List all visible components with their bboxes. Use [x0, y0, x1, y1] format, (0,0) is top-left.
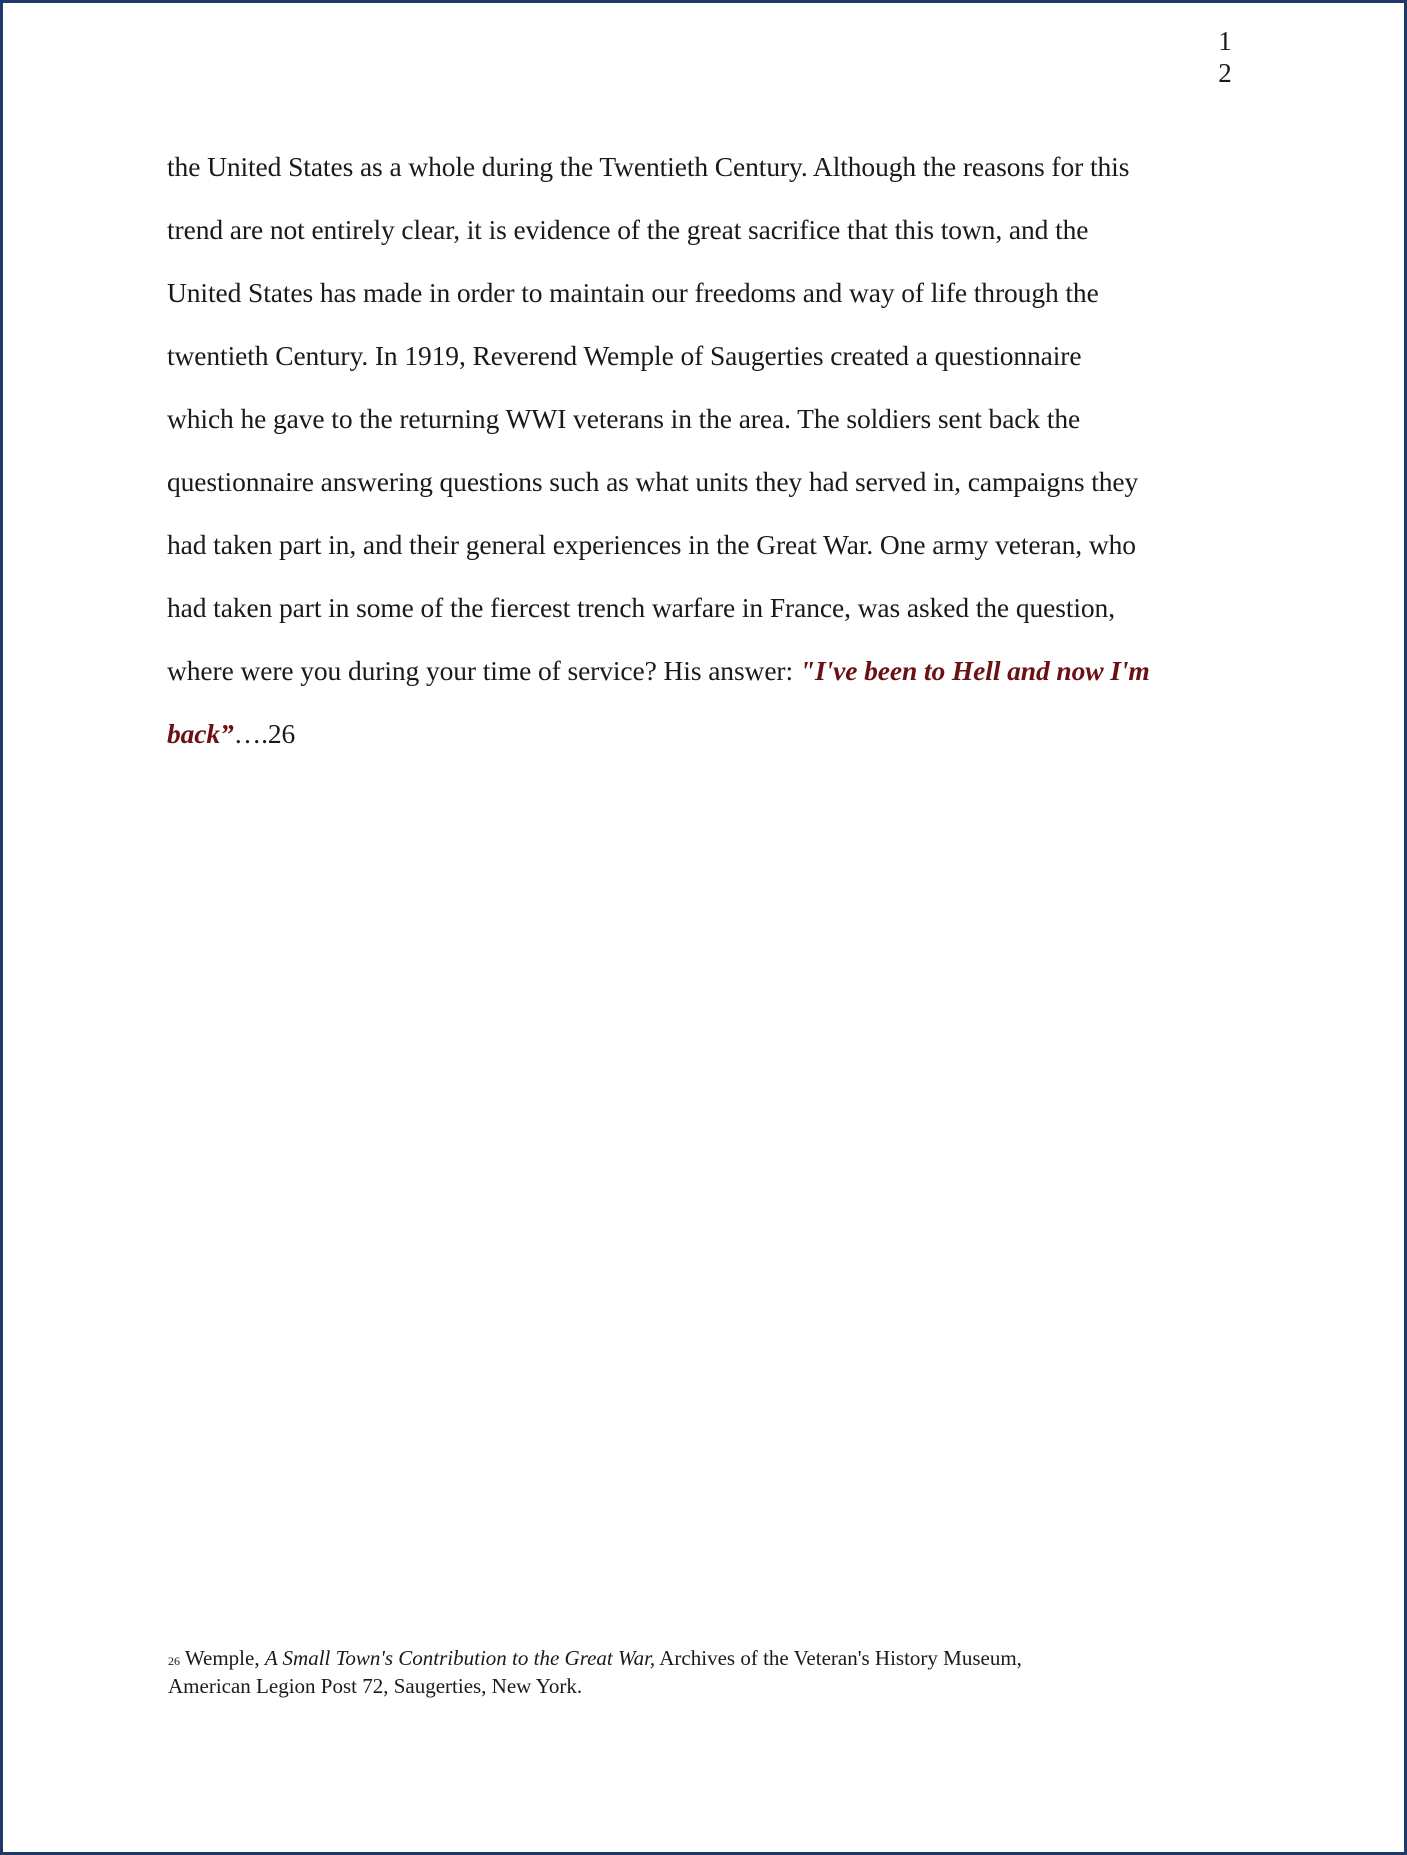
page-number-digit-1: 1	[1218, 26, 1232, 56]
body-line: twentieth Century. In 1919, Reverend Wemple of Saugerties created a questionnaire	[167, 340, 1082, 371]
body-line: trend are not entirely clear, it is evidence of the great sacrifice that this town, and the	[167, 214, 1089, 245]
body-line-prefix: where were you during your time of service? His answer:	[167, 655, 800, 686]
footnote-source: Archives of the Veteran's History Museum,	[655, 1646, 1022, 1670]
page-number-digit-2: 2	[1218, 58, 1232, 88]
body-line: United States has made in order to maintain our freedoms and way of life through the	[167, 277, 1099, 308]
footnote-mark: 26	[168, 1654, 180, 1668]
body-line: had taken part in, and their general experiences in the Great War. One army veteran, who	[167, 529, 1136, 560]
footnote-reference: ….26	[233, 718, 296, 749]
body-line: which he gave to the returning WWI veterans in the area. The soldiers sent back the	[167, 403, 1081, 434]
page-number	[1215, 25, 1235, 89]
veteran-quote-part-1: "I've been to Hell and now I'm	[799, 655, 1150, 686]
body-paragraph	[167, 135, 1267, 765]
footnote-line-2: American Legion Post 72, Saugerties, New York.	[168, 1674, 583, 1698]
body-line-with-quote	[167, 639, 1267, 702]
body-line: questionnaire answering questions such as what units they had served in, campaigns they	[167, 466, 1139, 497]
body-line: the United States as a whole during the Twentieth Century. Although the reasons for this	[167, 151, 1130, 182]
body-line-quote-end	[167, 702, 1267, 765]
footnote-title: A Small Town's Contribution to the Great War,	[264, 1646, 656, 1670]
footnote-author: Wemple,	[180, 1646, 265, 1670]
footnote	[168, 1646, 1288, 1699]
footnote-line-1	[168, 1646, 1288, 1674]
veteran-quote-part-2: back”	[167, 718, 234, 749]
body-line: had taken part in some of the fiercest trench warfare in France, was asked the question,	[167, 592, 1115, 623]
